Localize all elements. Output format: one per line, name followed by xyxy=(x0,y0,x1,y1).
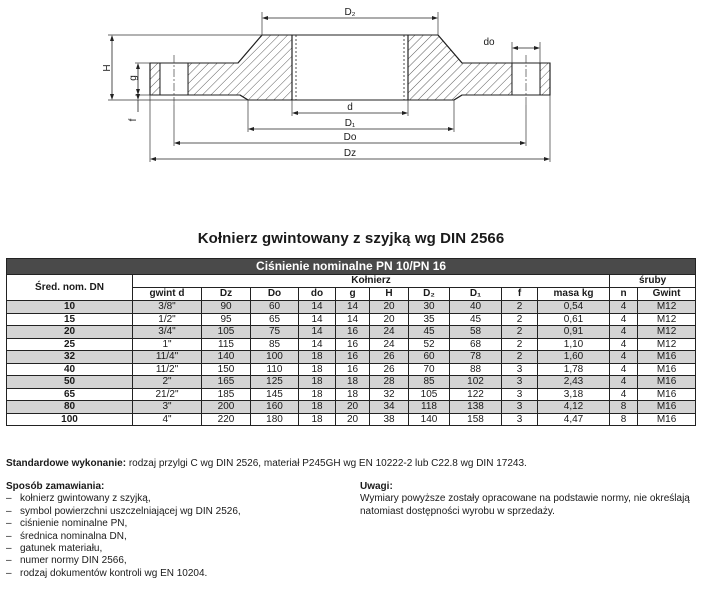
table-cell: 45 xyxy=(450,313,502,326)
table-row xyxy=(7,326,696,339)
table-cell: 122 xyxy=(450,388,502,401)
table-cell: M12 xyxy=(638,326,696,339)
cell-dn: 15 xyxy=(7,313,133,326)
table-cell: 2 xyxy=(502,301,538,314)
header-group-sruby: śruby xyxy=(610,275,696,288)
table-cell: 95 xyxy=(202,313,251,326)
table-cell: 88 xyxy=(450,363,502,376)
ordering-item: – kołnierz gwintowany z szyjką, xyxy=(6,493,346,505)
table-cell: 18 xyxy=(299,376,336,389)
cell-dn: 100 xyxy=(7,413,133,426)
table-cell: M16 xyxy=(638,413,696,426)
table-cell: 60 xyxy=(251,301,299,314)
table-cell: 24 xyxy=(370,338,409,351)
table-cell: 165 xyxy=(202,376,251,389)
ordering-item: – ciśnienie nominalne PN, xyxy=(6,518,346,530)
table-cell: 3 xyxy=(502,413,538,426)
standard-execution-line xyxy=(6,458,527,469)
table-cell: 1,60 xyxy=(538,351,610,364)
table-cell: 150 xyxy=(202,363,251,376)
cell-dn: 50 xyxy=(7,376,133,389)
header-col: Gwint xyxy=(638,288,696,301)
table-cell: 14 xyxy=(299,313,336,326)
cell-dn: 32 xyxy=(7,351,133,364)
table-cell: 14 xyxy=(299,326,336,339)
header-col: Do xyxy=(251,288,299,301)
table-cell: M12 xyxy=(638,338,696,351)
table-cell: 4 xyxy=(610,326,638,339)
table-cell: 16 xyxy=(336,338,370,351)
table-cell: 85 xyxy=(409,376,450,389)
table-cell: 26 xyxy=(370,363,409,376)
table-cell: 185 xyxy=(202,388,251,401)
table-cell: 140 xyxy=(409,413,450,426)
table-cell: 2,43 xyxy=(538,376,610,389)
table-cell: 20 xyxy=(370,313,409,326)
table-row xyxy=(7,338,696,351)
table-row xyxy=(7,388,696,401)
table-row xyxy=(7,413,696,426)
label-h: H xyxy=(102,64,113,72)
notes-heading: Uwagi: xyxy=(360,481,393,492)
table-cell: M12 xyxy=(638,301,696,314)
table-cell: 4" xyxy=(133,413,202,426)
table-cell: M12 xyxy=(638,313,696,326)
table-cell: 4,47 xyxy=(538,413,610,426)
table-cell: 2 xyxy=(502,313,538,326)
header-col: g xyxy=(336,288,370,301)
table-row xyxy=(7,351,696,364)
table-cell: 14 xyxy=(299,301,336,314)
notes-text: Wymiary powyższe zostały opracowane na podstawie normy, nie określają natomiast dostępności wyrobu w sprzedaży. xyxy=(360,493,690,517)
table-row xyxy=(7,401,696,414)
table-cell: 18 xyxy=(336,388,370,401)
table-cell: 16 xyxy=(336,326,370,339)
table-cell: 4 xyxy=(610,351,638,364)
table-cell: 20 xyxy=(336,413,370,426)
table-cell: 4 xyxy=(610,313,638,326)
table-cell: 11/4" xyxy=(133,351,202,364)
table-row xyxy=(7,313,696,326)
table-cell: 180 xyxy=(251,413,299,426)
table-cell: 85 xyxy=(251,338,299,351)
notes-section xyxy=(360,481,696,518)
ordering-heading: Sposób zamawiania: xyxy=(6,481,105,492)
table-cell: 28 xyxy=(370,376,409,389)
table-cell: 1,10 xyxy=(538,338,610,351)
table-cell: 4 xyxy=(610,388,638,401)
table-cell: 1" xyxy=(133,338,202,351)
header-col: D₂ xyxy=(409,288,450,301)
flange-dimensions-table xyxy=(6,258,696,426)
label-g: g xyxy=(128,75,139,81)
label-d1: D₁ xyxy=(344,118,356,129)
table-cell: 58 xyxy=(450,326,502,339)
table-cell: M16 xyxy=(638,388,696,401)
table-cell: 68 xyxy=(450,338,502,351)
cell-dn: 40 xyxy=(7,363,133,376)
table-cell: M16 xyxy=(638,376,696,389)
ordering-item: – symbol powierzchni uszczelniającej wg DIN 2526, xyxy=(6,506,346,518)
header-col: do xyxy=(299,288,336,301)
table-cell: 26 xyxy=(370,351,409,364)
table-cell: 40 xyxy=(450,301,502,314)
table-cell: 140 xyxy=(202,351,251,364)
table-cell: 18 xyxy=(299,401,336,414)
table-cell: 45 xyxy=(409,326,450,339)
table-cell: 4 xyxy=(610,301,638,314)
table-row xyxy=(7,363,696,376)
cell-dn: 20 xyxy=(7,326,133,339)
table-cell: 102 xyxy=(450,376,502,389)
table-cell: 125 xyxy=(251,376,299,389)
ordering-item: – numer normy DIN 2566, xyxy=(6,555,346,567)
label-f: f xyxy=(128,118,139,122)
table-cell: 18 xyxy=(336,376,370,389)
table-cell: 160 xyxy=(251,401,299,414)
table-cell: 18 xyxy=(299,363,336,376)
table-cell: 1/2" xyxy=(133,313,202,326)
header-dn: Śred. nom. DN xyxy=(7,275,133,301)
cell-dn: 25 xyxy=(7,338,133,351)
table-cell: 35 xyxy=(409,313,450,326)
header-col: gwint d xyxy=(133,288,202,301)
table-cell: 3 xyxy=(502,376,538,389)
table-cell: 2" xyxy=(133,376,202,389)
table-cell: 24 xyxy=(370,326,409,339)
table-cell: 0,54 xyxy=(538,301,610,314)
table-row xyxy=(7,376,696,389)
label-d: d xyxy=(347,102,353,113)
table-cell: 14 xyxy=(336,301,370,314)
table-cell: M16 xyxy=(638,363,696,376)
ordering-item: – średnica nominalna DN, xyxy=(6,531,346,543)
table-cell: 2 xyxy=(502,351,538,364)
cell-dn: 10 xyxy=(7,301,133,314)
table-cell: 38 xyxy=(370,413,409,426)
table-cell: 21/2" xyxy=(133,388,202,401)
table-cell: 30 xyxy=(409,301,450,314)
table-cell: 18 xyxy=(299,388,336,401)
table-cell: 34 xyxy=(370,401,409,414)
table-cell: 0,61 xyxy=(538,313,610,326)
header-col: H xyxy=(370,288,409,301)
table-cell: 4 xyxy=(610,376,638,389)
table-cell: 1,78 xyxy=(538,363,610,376)
header-col: masa kg xyxy=(538,288,610,301)
table-cell: 138 xyxy=(450,401,502,414)
header-col: n xyxy=(610,288,638,301)
table-cell: 3 xyxy=(502,388,538,401)
table-cell: M16 xyxy=(638,351,696,364)
ordering-section xyxy=(6,481,346,580)
table-cell: 3 xyxy=(502,363,538,376)
table-cell: 3,18 xyxy=(538,388,610,401)
table-cell: M16 xyxy=(638,401,696,414)
table-cell: 4 xyxy=(610,363,638,376)
ordering-item: – gatunek materiału, xyxy=(6,543,346,555)
table-cell: 3/8" xyxy=(133,301,202,314)
table-row xyxy=(7,301,696,314)
table-cell: 78 xyxy=(450,351,502,364)
label-d2: D₂ xyxy=(344,7,356,18)
table-cell: 118 xyxy=(409,401,450,414)
ordering-list xyxy=(6,493,346,580)
label-do: do xyxy=(483,37,495,48)
table-banner: Ciśnienie nominalne PN 10/PN 16 xyxy=(7,259,696,275)
standard-label: Standardowe wykonanie: xyxy=(6,458,127,469)
table-cell: 14 xyxy=(299,338,336,351)
table-cell: 18 xyxy=(299,351,336,364)
table-cell: 20 xyxy=(336,401,370,414)
table-cell: 110 xyxy=(251,363,299,376)
table-cell: 75 xyxy=(251,326,299,339)
table-cell: 105 xyxy=(409,388,450,401)
header-col: D₁ xyxy=(450,288,502,301)
table-cell: 70 xyxy=(409,363,450,376)
table-cell: 65 xyxy=(251,313,299,326)
table-cell: 3" xyxy=(133,401,202,414)
table-cell: 16 xyxy=(336,363,370,376)
table-cell: 200 xyxy=(202,401,251,414)
document-title: Kołnierz gwintowany z szyjką wg DIN 2566 xyxy=(197,230,505,247)
table-cell: 16 xyxy=(336,351,370,364)
table-cell: 105 xyxy=(202,326,251,339)
standard-text: rodzaj przylgi C wg DIN 2526, materiał P245GH wg EN 10222-2 lub C22.8 wg DIN 17243. xyxy=(128,458,527,469)
ordering-item: – rodzaj dokumentów kontroli wg EN 10204. xyxy=(6,568,346,580)
header-col: Dz xyxy=(202,288,251,301)
table-cell: 20 xyxy=(370,301,409,314)
label-do-circle: Do xyxy=(343,132,357,143)
table-cell: 90 xyxy=(202,301,251,314)
table-cell: 60 xyxy=(409,351,450,364)
table-cell: 14 xyxy=(336,313,370,326)
table-cell: 52 xyxy=(409,338,450,351)
table-cell: 8 xyxy=(610,413,638,426)
table-cell: 2 xyxy=(502,338,538,351)
table-cell: 158 xyxy=(450,413,502,426)
table-cell: 2 xyxy=(502,326,538,339)
table-cell: 3 xyxy=(502,401,538,414)
table-cell: 0,91 xyxy=(538,326,610,339)
table-cell: 32 xyxy=(370,388,409,401)
table-cell: 145 xyxy=(251,388,299,401)
table-cell: 8 xyxy=(610,401,638,414)
table-cell: 18 xyxy=(299,413,336,426)
header-col: f xyxy=(502,288,538,301)
table-cell: 3/4" xyxy=(133,326,202,339)
table-cell: 11/2" xyxy=(133,363,202,376)
cell-dn: 80 xyxy=(7,401,133,414)
table-cell: 100 xyxy=(251,351,299,364)
table-cell: 115 xyxy=(202,338,251,351)
flange-cross-section-drawing xyxy=(0,0,702,215)
label-dz: Dz xyxy=(343,148,357,159)
table-cell: 4,12 xyxy=(538,401,610,414)
header-group-kolnierz: Kołnierz xyxy=(133,275,610,288)
table-cell: 220 xyxy=(202,413,251,426)
table-cell: 4 xyxy=(610,338,638,351)
cell-dn: 65 xyxy=(7,388,133,401)
